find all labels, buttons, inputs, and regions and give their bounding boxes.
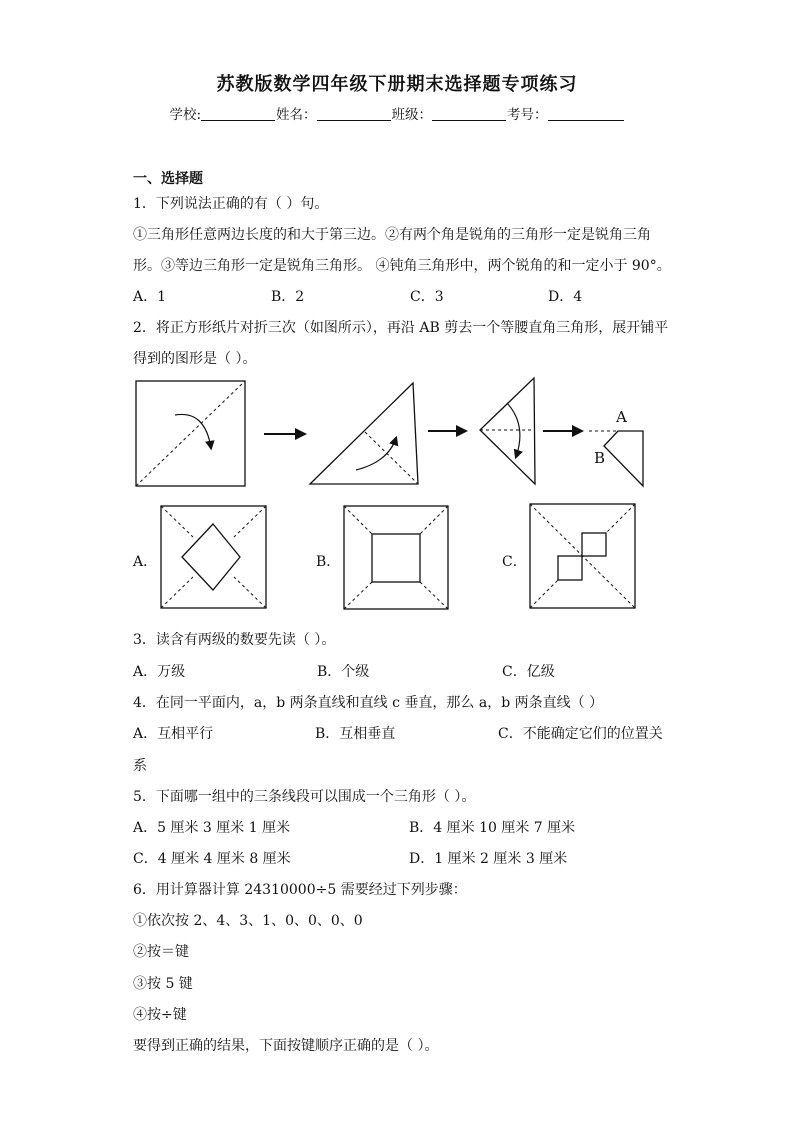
- q3-option-b[interactable]: B．个级: [317, 664, 370, 680]
- q2-stem-line1: 2．将正方形纸片对折三次（如图所示），再沿 AB 剪去一个等腰直角三角形，展开铺平: [133, 320, 669, 336]
- fold-step-2-triangle: [310, 383, 418, 484]
- fold-arrow-icon: [356, 438, 396, 470]
- option-b-figure[interactable]: [344, 506, 448, 609]
- q5-option-b[interactable]: B．4 厘米 10 厘米 7 厘米: [409, 820, 576, 836]
- q6-stem: 6．用计算器计算 24310000÷5 需要经过下列步骤：: [133, 882, 467, 898]
- class-blank: [432, 106, 506, 121]
- q4-option-c-wrap: 系: [133, 758, 147, 774]
- q4-option-c[interactable]: C．不能确定它们的位置关: [498, 726, 663, 742]
- fold-step-3-triangle: [480, 378, 535, 484]
- q5-option-a[interactable]: A．5 厘米 3 厘米 1 厘米: [133, 820, 291, 836]
- q1-stem: 1．下列说法正确的有（ ）句。: [133, 196, 329, 212]
- point-b-label: B: [594, 449, 606, 467]
- fold-step-1-square: [136, 381, 245, 486]
- q1-option-b: B．2: [271, 289, 305, 305]
- q6-step-2: ②按＝键: [133, 944, 189, 960]
- q1-option-d: D．4: [548, 289, 583, 305]
- number-label: 考号：: [507, 107, 548, 123]
- q2-option-b[interactable]: B．: [316, 554, 341, 570]
- q3-stem: 3．读含有两级的数要先读（ ）。: [133, 632, 336, 648]
- name-label: 姓名：: [276, 107, 317, 123]
- q2-option-c[interactable]: C．: [502, 554, 527, 570]
- school-label: 学校:: [169, 107, 202, 123]
- q5-option-c[interactable]: C．4 厘米 4 厘米 8 厘米: [133, 851, 291, 867]
- number-blank: [548, 106, 624, 121]
- q6-step-3: ③按 5 键: [133, 976, 193, 992]
- q5-stem: 5．下面哪一组中的三条线段可以围成一个三角形（ ）。: [133, 789, 476, 805]
- q1-option-c: C．3: [410, 289, 444, 305]
- fold-arrow-icon: [507, 403, 520, 457]
- q1-body-line1: ①三角形任意两边长度的和大于第三边。②有两个角是锐角的三角形一定是锐角三角: [133, 227, 651, 243]
- student-info-line: [0, 103, 794, 123]
- option-c-figure[interactable]: [530, 504, 635, 608]
- q3-option-c[interactable]: C．亿级: [502, 664, 555, 680]
- step-arrow-2: [428, 425, 468, 437]
- step-arrow-1: [264, 428, 307, 440]
- page-title: 苏教版数学四年级下册期末选择题专项练习: [216, 74, 578, 95]
- class-label: 班级：: [391, 107, 433, 123]
- school-blank: [201, 106, 275, 121]
- q4-option-a[interactable]: A．互相平行: [133, 726, 214, 742]
- section-title: 一、选择题: [133, 171, 203, 187]
- option-a-figure[interactable]: [161, 506, 266, 608]
- q6-step-4: ④按÷键: [133, 1007, 187, 1023]
- name-blank: [317, 106, 391, 121]
- q4-stem: 4．在同一平面内，a，b 两条直线和直线 c 垂直，那么 a，b 两条直线（ ）: [133, 695, 604, 711]
- step-arrow-3: [543, 425, 584, 437]
- q1-option-a: A．1: [133, 289, 167, 305]
- q2-stem-line2: 得到的图形是（ ）。: [133, 351, 257, 367]
- q2-option-a[interactable]: A．: [133, 554, 158, 570]
- q1-body-line2: 形。③等边三角形一定是锐角三角形。 ④钝角三角形中，两个锐角的和一定小于 90°。: [133, 258, 671, 274]
- point-a-label: A: [616, 408, 627, 426]
- q6-question: 要得到正确的结果，下面按键顺序正确的是（ ）。: [133, 1038, 439, 1054]
- q5-option-d[interactable]: D．1 厘米 2 厘米 3 厘米: [409, 851, 568, 867]
- q6-step-1: ①依次按 2、4、3、1、0、0、0、0: [133, 913, 363, 929]
- q3-option-a[interactable]: A．万级: [133, 664, 186, 680]
- q4-option-b[interactable]: B．互相垂直: [315, 726, 396, 742]
- fold-arrow-icon: [175, 414, 211, 448]
